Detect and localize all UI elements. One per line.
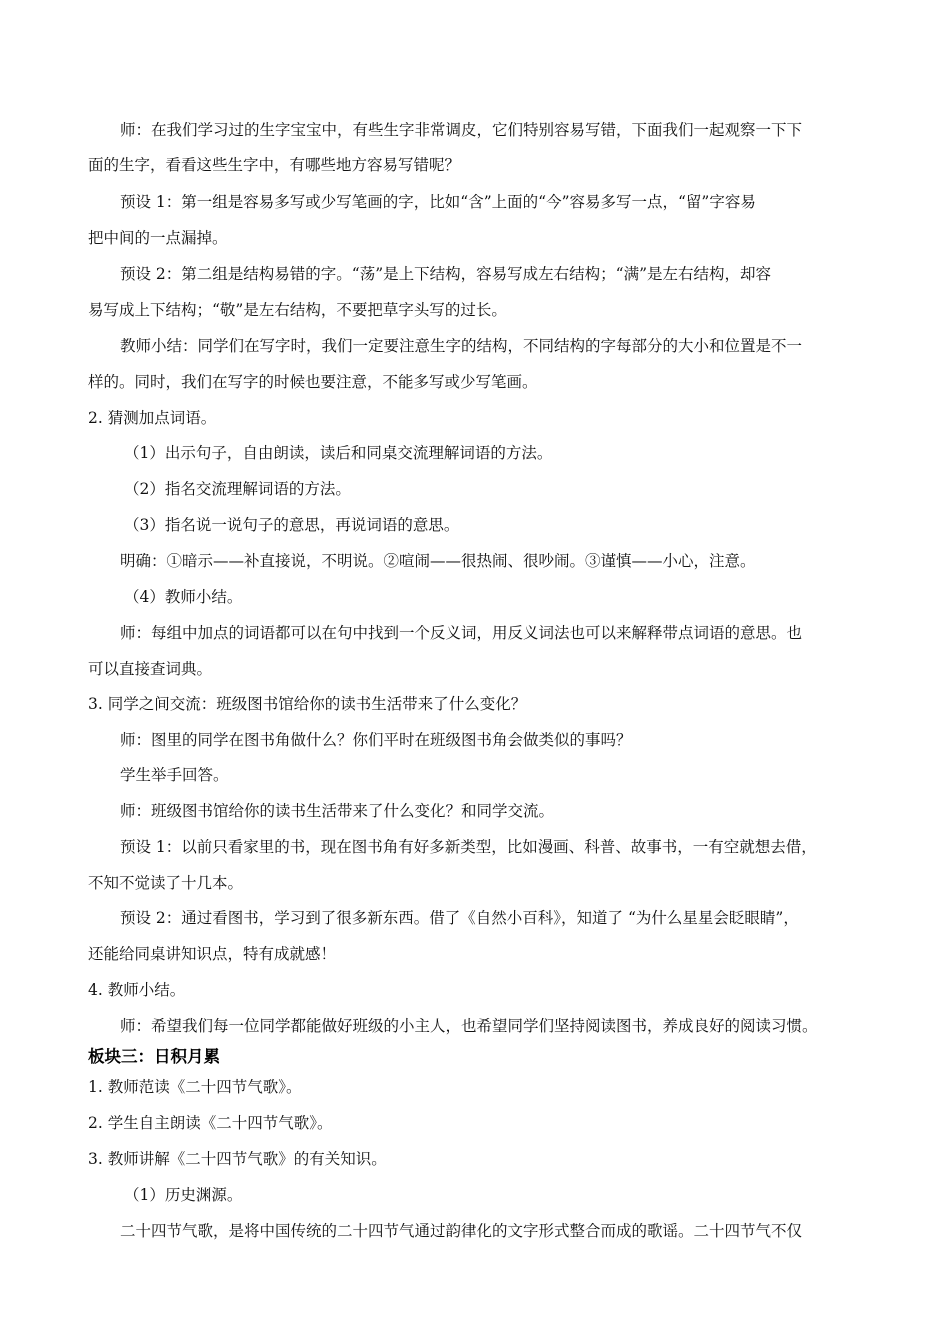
list-item: （4）教师小结。 (124, 588, 243, 606)
list-item: （2）指名交流理解词语的方法。 (124, 480, 351, 498)
paragraph-line: 可以直接查词典。 (88, 660, 213, 678)
paragraph-line: 预设 2：通过看图书，学习到了很多新东西。借了《自然小百科》，知道了 “为什么星星会眨眼睛”， (120, 909, 799, 927)
paragraph-line: 师：每组中加点的词语都可以在句中找到一个反义词，用反义词法也可以来解释带点词语的意思。也 (120, 624, 803, 642)
list-item: 3. 同学之间交流：班级图书馆给你的读书生活带来了什么变化？ (88, 695, 527, 713)
paragraph-line: 样的。同时，我们在写字的时候也要注意，不能多写或少写笔画。 (88, 373, 538, 391)
paragraph-line: 还能给同桌讲知识点，特有成就感！ (88, 945, 337, 963)
paragraph-line: 面的生字，看看这些生字中，有哪些地方容易写错呢？ (88, 156, 461, 174)
paragraph-line: 明确：①暗示——补直接说，不明说。②喧闹——很热闹、很吵闹。③谨慎——小心，注意。 (120, 552, 756, 570)
paragraph-line: 学生举手回答。 (120, 766, 229, 784)
paragraph-line: 把中间的一点漏掉。 (88, 229, 228, 247)
list-item: 3. 教师讲解《二十四节气歌》的有关知识。 (88, 1150, 387, 1168)
paragraph-line: 不知不觉读了十几本。 (88, 874, 244, 892)
paragraph-line: 师：在我们学习过的生字宝宝中，有些生字非常调皮，它们特别容易写错，下面我们一起观察一下下 (120, 121, 803, 139)
paragraph-line: 师：希望我们每一位同学都能做好班级的小主人，也希望同学们坚持阅读图书，养成良好的阅读习惯。 (120, 1017, 818, 1035)
list-item: 4. 教师小结。 (88, 981, 186, 999)
paragraph-line: 易写成上下结构；“敬”是左右结构，不要把草字头写的过长。 (88, 301, 507, 319)
list-item: 2. 猜测加点词语。 (88, 409, 217, 427)
paragraph-line: 师：图里的同学在图书角做什么？你们平时在班级图书角会做类似的事吗？ (120, 731, 632, 749)
paragraph-line: 二十四节气歌，是将中国传统的二十四节气通过韵律化的文字形式整合而成的歌谣。二十四节气不仅 (120, 1222, 803, 1240)
section-heading: 板块三：日积月累 (88, 1047, 220, 1066)
list-item: 2. 学生自主朗读《二十四节气歌》。 (88, 1114, 333, 1132)
list-item: （1）出示句子，自由朗读，读后和同桌交流理解词语的方法。 (124, 444, 553, 462)
paragraph-line: 预设 2：第二组是结构易错的字。“荡”是上下结构，容易写成左右结构；“满”是左右结构，却容 (120, 265, 771, 283)
paragraph-line: 预设 1：以前只看家里的书，现在图书角有好多新类型，比如漫画、科普、故事书，一有空就想去借， (120, 838, 817, 856)
list-item: （3）指名说一说句子的意思，再说词语的意思。 (124, 516, 460, 534)
paragraph-line: 教师小结：同学们在写字时，我们一定要注意生字的结构，不同结构的字每部分的大小和位置是不一 (120, 337, 803, 355)
list-item: （1）历史渊源。 (124, 1186, 243, 1204)
paragraph-line: 师：班级图书馆给你的读书生活带来了什么变化？和同学交流。 (120, 802, 555, 820)
paragraph-line: 预设 1：第一组是容易多写或少写笔画的字，比如“含”上面的“今”容易多写一点，“留”字容易 (120, 193, 756, 211)
list-item: 1. 教师范读《二十四节气歌》。 (88, 1078, 302, 1096)
